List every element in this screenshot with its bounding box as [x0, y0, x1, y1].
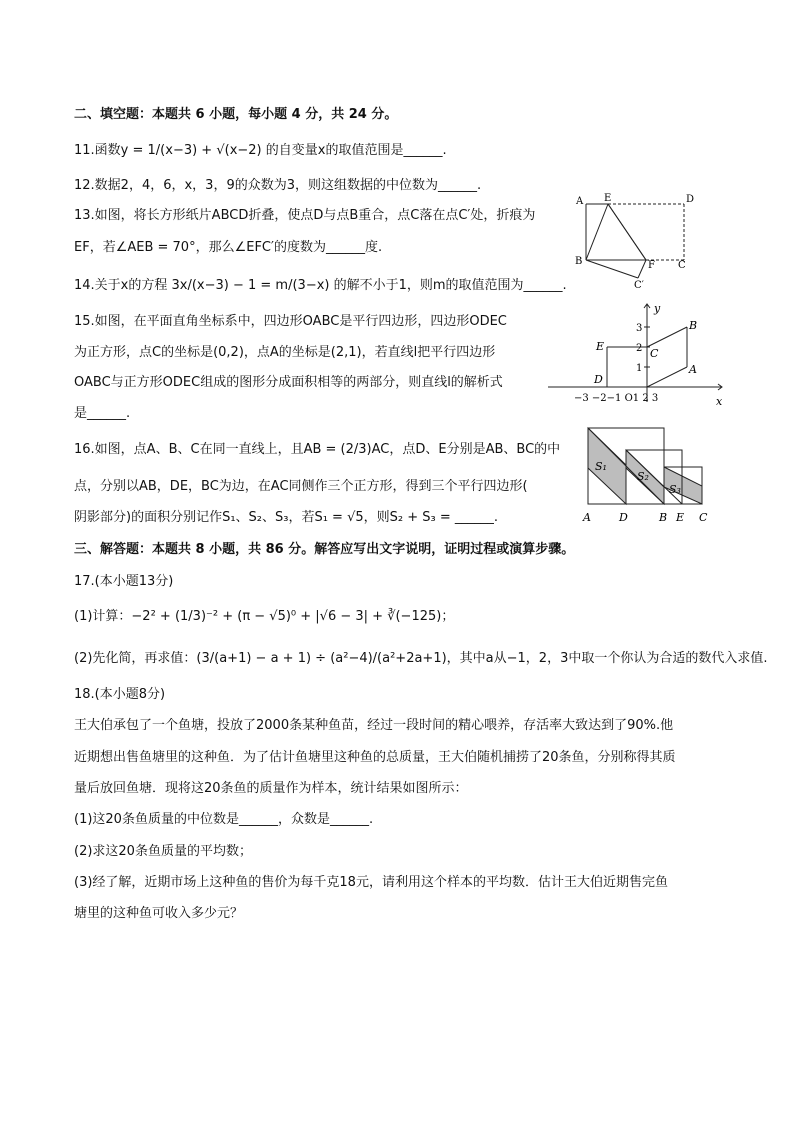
- q15-ytick-1: 1: [636, 363, 643, 374]
- question-17-part-1: (1)计算：−2² + (1/3)⁻² + (π − √5)⁰ + |√6 − 3| + ∛(−125)；: [74, 609, 455, 624]
- q16-label-D: D: [619, 511, 628, 524]
- question-15-line-2: 为正方形，点C的坐标是(0,2)，点A的坐标是(2,1)，若直线l把平行四边形: [74, 345, 496, 360]
- question-16-line-2: 点，分别以AB，DE，BC为边，在AC同侧作三个正方形，得到三个平行四边形(: [74, 479, 528, 494]
- q16-label-A: A: [583, 511, 591, 524]
- q16-label-S1: S₁: [595, 460, 607, 473]
- q16-label-E: E: [676, 511, 685, 524]
- q15-label-E: E: [596, 340, 605, 353]
- q13-label-B: B: [575, 256, 583, 267]
- question-16-line-3: 阴影部分)的面积分别记作S₁、S₂、S₃，若S₁ = √5，则S₂ + S₃ = ______.: [74, 510, 499, 525]
- question-16-line-1: 16.如图，点A、B、C在同一直线上，且AB = (2/3)AC，点D、E分别是AB、BC的中: [74, 442, 561, 457]
- q16-label-C: C: [699, 511, 708, 524]
- q13-fold-figure: [572, 192, 702, 292]
- question-11: 11.函数y = 1/(x−3) + √(x−2) 的自变量x的取值范围是______.: [74, 143, 447, 158]
- q15-label-C: C: [650, 347, 659, 360]
- question-18-para-3: 量后放回鱼塘．现将这20条鱼的质量作为样本，统计结果如图所示：: [74, 781, 468, 796]
- q13-label-F: F: [648, 260, 655, 271]
- q15-label-A: A: [689, 363, 697, 376]
- q16-label-S3: S₃: [669, 483, 681, 496]
- question-18-para-2: 近期想出售鱼塘里的这种鱼．为了估计鱼塘里这种鱼的总质量，王大伯随机捕捞了20条鱼，分别称得其质: [74, 750, 676, 765]
- q15-coordinate-figure: [546, 298, 732, 408]
- q15-label-D: D: [594, 373, 603, 386]
- question-15-line-3: OABC与正方形ODEC组成的图形分成面积相等的两部分，则直线l的解析式: [74, 375, 503, 390]
- q15-label-y: y: [654, 302, 661, 315]
- q13-label-E: E: [604, 193, 612, 204]
- question-15-line-4: 是______.: [74, 406, 131, 421]
- question-18-sub-3b: 塘里的这种鱼可收入多少元？: [74, 906, 244, 921]
- q15-ytick-2: 2: [636, 343, 643, 354]
- section-3-heading: 三、解答题：本题共 8 小题，共 86 分。解答应写出文字说明，证明过程或演算步骤。: [74, 542, 575, 557]
- q16-squares-figure: [574, 420, 714, 528]
- section-2-heading: 二、填空题：本题共 6 小题，每小题 4 分，共 24 分。: [74, 107, 398, 122]
- question-17-title: 17.(本小题13分): [74, 574, 174, 589]
- q13-label-D: D: [686, 194, 695, 205]
- q16-label-B: B: [659, 511, 668, 524]
- q13-label-C: C: [678, 260, 686, 271]
- question-18-para-1: 王大伯承包了一个鱼塘，投放了2000条某种鱼苗，经过一段时间的精心喂养，存活率大致达到了90%.他: [74, 718, 674, 733]
- question-15-line-1: 15.如图，在平面直角坐标系中，四边形OABC是平行四边形，四边形ODEC: [74, 314, 507, 329]
- q15-ytick-3: 3: [636, 323, 643, 334]
- q13-label-A: A: [576, 196, 584, 207]
- question-14: 14.关于x的方程 3x/(x−3) − 1 = m/(3−x) 的解不小于1，则m的取值范围为______.: [74, 278, 567, 293]
- q13-label-Cprime: C′: [634, 280, 644, 291]
- question-18-sub-1: (1)这20条鱼质量的中位数是______，众数是______.: [74, 812, 374, 827]
- question-13-line-1: 13.如图，将长方形纸片ABCD折叠，使点D与点B重合，点C落在点C′处，折痕为: [74, 208, 536, 223]
- question-12: 12.数据2，4，6，x，3，9的众数为3，则这组数据的中位数为______.: [74, 178, 482, 193]
- q15-label-x: x: [716, 395, 723, 408]
- question-18-sub-2: (2)求这20条鱼质量的平均数；: [74, 844, 252, 859]
- question-13-line-2: EF，若∠AEB = 70°，那么∠EFC′的度数为______度.: [74, 240, 383, 255]
- q16-label-S2: S₂: [637, 470, 649, 483]
- q16-shade-s1: [588, 428, 626, 504]
- question-18-sub-3a: (3)经了解，近期市场上这种鱼的售价为每千克18元，请利用这个样本的平均数．估计王大伯近期售完鱼: [74, 875, 668, 890]
- question-18-title: 18.(本小题8分): [74, 687, 166, 702]
- q15-label-B: B: [689, 319, 698, 332]
- q15-xticks: −3 −2−1 O1 2 3: [574, 393, 659, 404]
- question-17-part-2: (2)先化简，再求值：(3/(a+1) − a + 1) ÷ (a²−4)/(a²+2a+1)，其中a从−1，2，3中取一个你认为合适的数代入求值.: [74, 651, 768, 666]
